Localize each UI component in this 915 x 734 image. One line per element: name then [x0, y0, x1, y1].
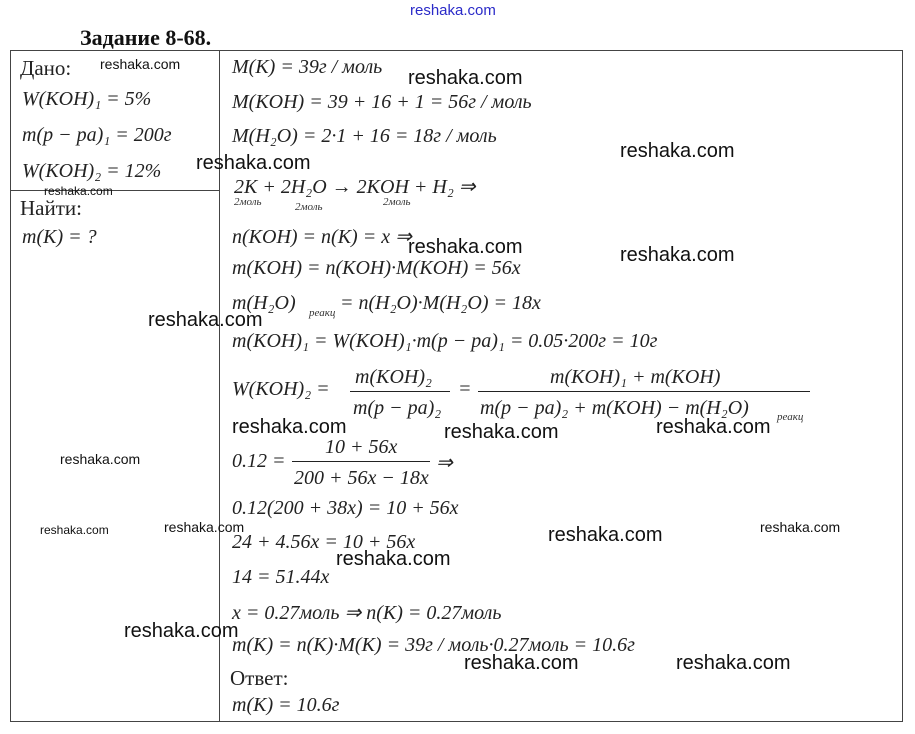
fraction-numerator: m(KOH)₂	[355, 366, 432, 388]
fraction-lhs: W(KOH)₂ =	[232, 378, 330, 400]
solution-line: x = 0.27моль ⇒ n(K) = 0.27моль	[232, 602, 502, 624]
reaction-subscript: 2моль	[383, 196, 411, 208]
watermark: reshaka.com	[40, 523, 109, 537]
solution-line: M(K) = 39г / моль	[232, 56, 383, 78]
reacts-subscript: реакц	[777, 411, 804, 423]
watermark: reshaka.com	[336, 548, 451, 570]
fraction-bar	[292, 461, 430, 462]
solution-line: m(H₂O)	[232, 292, 296, 314]
solution-line: n(KOH) = n(K) = x ⇒	[232, 226, 412, 248]
watermark: reshaka.com	[444, 421, 559, 443]
watermark: reshaka.com	[548, 524, 663, 546]
watermark: reshaka.com	[676, 652, 791, 674]
watermark: reshaka.com	[60, 451, 141, 467]
reaction-subscript: 2моль	[234, 196, 262, 208]
answer-value: m(K) = 10.6г	[232, 694, 340, 716]
given-line: W(KOH)₁ = 5%	[22, 88, 152, 110]
site-link[interactable]: reshaka.com	[410, 2, 496, 19]
watermark: reshaka.com	[620, 140, 735, 162]
reacts-subscript: реакц	[309, 307, 336, 319]
fraction-numerator: m(KOH)₁ + m(KOH)	[550, 366, 721, 388]
solution-line: m(KOH) = n(KOH)·M(KOH) = 56x	[232, 257, 521, 279]
fraction-denominator: m(p − pa)₂	[353, 397, 442, 419]
find-line: m(K) = ?	[22, 226, 97, 248]
given-find-divider	[11, 190, 219, 191]
watermark: reshaka.com	[164, 519, 245, 535]
solution-line: m(K) = n(K)·M(K) = 39г / моль·0.27моль = 10.6г	[232, 634, 635, 656]
fraction-denominator: m(p − pa)₂ + m(KOH) − m(H₂O)	[480, 397, 749, 419]
answer-label: Ответ:	[230, 666, 289, 690]
reaction-subscript: 2моль	[295, 201, 323, 213]
watermark: reshaka.com	[100, 56, 181, 72]
watermark: reshaka.com	[408, 67, 523, 89]
solution-line: 14 = 51.44x	[232, 566, 330, 588]
watermark: reshaka.com	[124, 620, 239, 642]
given-line: m(p − pa)₁ = 200г	[22, 124, 172, 146]
watermark: reshaka.com	[760, 519, 841, 535]
watermark: reshaka.com	[656, 416, 771, 438]
solution-line: 0.12(200 + 38x) = 10 + 56x	[232, 497, 459, 519]
solution-line: = n(H₂O)·M(H₂O) = 18x	[340, 292, 541, 314]
fraction-equals: =	[458, 378, 472, 400]
fraction-denominator: 200 + 56x − 18x	[294, 467, 429, 489]
fraction-numerator: 10 + 56x	[325, 436, 398, 458]
solution-line: m(KOH)₁ = W(KOH)₁·m(p − pa)₁ = 0.05·200г = 10г	[232, 330, 658, 352]
watermark: reshaka.com	[44, 184, 113, 198]
implies-arrow: ⇒	[436, 452, 453, 474]
watermark: reshaka.com	[464, 652, 579, 674]
task-title: Задание 8-68.	[80, 25, 212, 50]
fraction-lhs: 0.12 =	[232, 450, 286, 472]
fraction-bar	[350, 391, 450, 392]
solution-line: M(KOH) = 39 + 16 + 1 = 56г / моль	[232, 91, 532, 113]
watermark: reshaka.com	[196, 152, 311, 174]
solution-line: M(H₂O) = 2·1 + 16 = 18г / моль	[232, 125, 497, 147]
watermark: reshaka.com	[620, 244, 735, 266]
fraction-bar	[478, 391, 810, 392]
find-label: Найти:	[20, 196, 82, 220]
watermark: reshaka.com	[148, 309, 263, 331]
reaction-equation: 2K + 2H₂O → 2KOH + H₂ ⇒	[234, 176, 476, 198]
solution-line: 24 + 4.56x = 10 + 56x	[232, 531, 416, 553]
given-line: W(KOH)₂ = 12%	[22, 160, 162, 182]
watermark: reshaka.com	[232, 416, 347, 438]
given-label: Дано:	[20, 56, 72, 80]
watermark: reshaka.com	[408, 236, 523, 258]
